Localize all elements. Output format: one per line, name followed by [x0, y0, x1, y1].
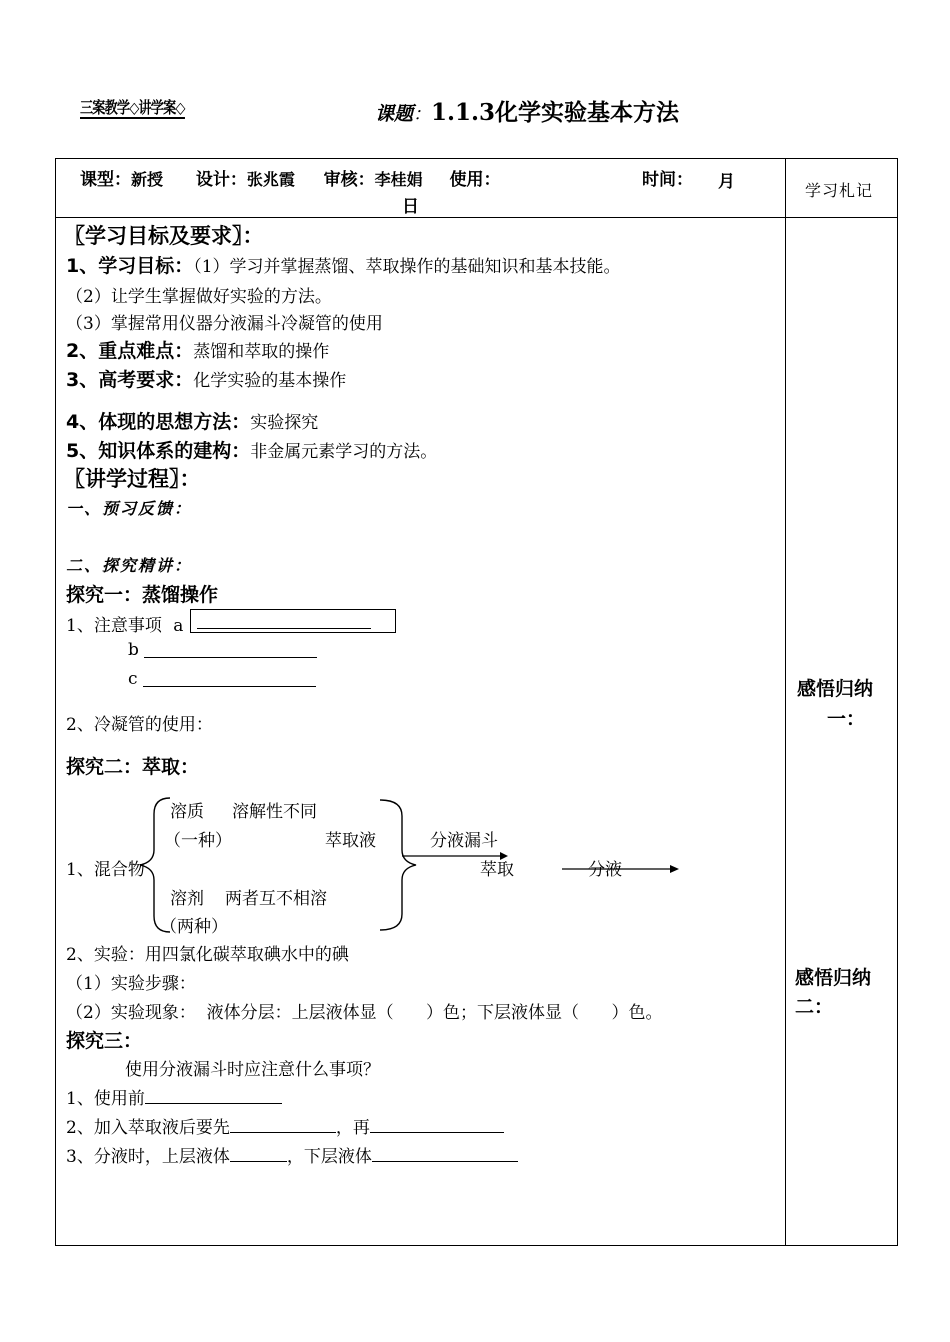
then-step-blank[interactable]: [370, 1116, 504, 1133]
goal-item-2: [66, 336, 329, 363]
review-label: 审核：: [323, 170, 375, 190]
goal-1-sub-2: （2）让学生掌握做好实验的方法。: [66, 287, 332, 307]
then-label: ，再: [335, 1118, 370, 1138]
immiscible-label: 两者互不相溶: [225, 889, 327, 909]
notes-label: 1、注意事项: [66, 616, 162, 636]
table-column-divider: [785, 158, 786, 1246]
blank-b-line[interactable]: [144, 657, 317, 658]
design-value: 张兆霞: [246, 170, 295, 189]
solvent-label: 溶剂: [170, 889, 204, 909]
summary-1-line-2: 一：: [827, 708, 866, 730]
lower-liquid-label: ，下层液体: [286, 1147, 372, 1167]
explore-1-title: 探究一：蒸馏操作: [66, 584, 219, 606]
experiment-line: 2、实验：用四氯化碳萃取碘水中的碘: [66, 945, 349, 965]
goal-5-label: 5、知识体系的建构：: [66, 440, 251, 462]
explore-3-item-2: [66, 1113, 504, 1138]
day-label: 日: [402, 197, 419, 217]
separate-label: 分液: [588, 860, 622, 880]
extract-label: 萃取: [480, 860, 514, 880]
explore-2-title: 探究二：萃取：: [66, 756, 200, 778]
goal-1-text: （1）学习并掌握蒸馏、萃取操作的基础知识和基本技能。: [193, 257, 621, 277]
solute-label: 溶质: [170, 802, 204, 822]
table-top-border: [55, 158, 898, 159]
extraction-arrows: [400, 845, 700, 885]
month-label: 月: [718, 172, 735, 192]
one-kind-label: （一种）: [164, 831, 232, 851]
goal-item-4: [66, 407, 318, 434]
explore-1-item-1: [66, 611, 183, 636]
preview-title: 一、预习反馈：: [66, 499, 193, 518]
goal-3-label: 3、高考要求：: [66, 369, 194, 391]
review-value: 李桂娟: [374, 170, 423, 189]
goal-2-text: 蒸馏和萃取的操作: [193, 342, 330, 362]
explore-3-question: 使用分液漏斗时应注意什么事项？: [125, 1060, 380, 1080]
separate-arrow-head: [670, 865, 679, 873]
solubility-diff-label: 溶解性不同: [232, 802, 317, 822]
design-label: 设计：: [195, 170, 247, 190]
table-right-border: [897, 158, 898, 1246]
time-label: 时间：: [642, 170, 693, 190]
title-prefix: 课题: [375, 103, 414, 125]
goal-3-text: 化学实验的基本操作: [193, 371, 347, 391]
experiment-steps: （1）实验步骤：: [66, 974, 196, 994]
extractant-label: 萃取液: [325, 831, 376, 851]
goals-heading: 〖学习目标及要求〗：: [64, 223, 264, 248]
logo: [80, 95, 185, 118]
explore-3-item-3: [66, 1142, 518, 1167]
goal-1-sub-3: （3）掌握常用仪器分液漏斗冷凝管的使用: [66, 314, 383, 334]
goal-item-1: [66, 251, 621, 278]
notes-column-title: 学习札记: [805, 181, 874, 200]
before-use-blank[interactable]: [145, 1087, 282, 1104]
first-step-blank[interactable]: [230, 1116, 336, 1133]
before-use-label: 1、使用前: [66, 1089, 145, 1109]
experiment-phenomenon: （2）实验现象： 液体分层：上层液体显（ ）色；下层液体显（ ）色。: [66, 1003, 663, 1023]
goal-2-label: 2、重点难点：: [66, 340, 194, 362]
summary-1-line-1: 感悟归纳: [797, 678, 874, 700]
logo-text: 三案教学◇讲学案◇: [80, 98, 185, 117]
two-kinds-label: （两种）: [160, 917, 228, 937]
table-left-border: [55, 158, 56, 1246]
goal-4-text: 实验探究: [250, 413, 319, 433]
goal-1-label: 1、学习目标：: [66, 255, 194, 277]
use-label: 使用：: [449, 170, 501, 190]
explore-3-title: 探究三：: [66, 1030, 143, 1052]
lower-liquid-blank[interactable]: [372, 1145, 518, 1162]
summary-2-line-1: 感悟归纳: [795, 967, 872, 989]
page-title: [375, 94, 679, 127]
blank-a-box[interactable]: [190, 609, 396, 633]
extract-arrow-head: [500, 852, 508, 860]
title-text: 1.1.3化学实验基本方法: [431, 99, 680, 126]
type-label: 课型：: [80, 170, 131, 190]
upper-liquid-blank[interactable]: [230, 1145, 287, 1162]
blank-c-line[interactable]: [143, 686, 316, 687]
explore-3-item-1: [66, 1084, 282, 1109]
blank-c-letter: c: [128, 669, 138, 689]
blank-a-line: [197, 628, 371, 629]
blank-b-letter: b: [128, 640, 139, 660]
table-header-divider: [55, 217, 898, 218]
condenser-usage: 2、冷凝管的使用：: [66, 715, 213, 735]
upper-liquid-label: 3、分液时，上层液体: [66, 1147, 230, 1167]
blank-a-letter: a: [173, 616, 184, 636]
type-value: 新授: [131, 170, 164, 189]
summary-2-line-2: 二：: [795, 996, 834, 1018]
goal-4-label: 4、体现的思想方法：: [66, 411, 251, 433]
goal-5-text: 非金属元素学习的方法。: [250, 442, 438, 462]
process-heading: 〖讲学过程〗：: [64, 466, 201, 491]
sep-funnel-label: 分液漏斗: [430, 831, 498, 851]
header-row: [80, 165, 500, 190]
after-add-label: 2、加入萃取液后要先: [66, 1118, 230, 1138]
goal-item-5: [66, 436, 437, 463]
explore-title: 二、探究精讲：: [66, 556, 193, 575]
mixture-label: 1、混合物: [66, 860, 145, 880]
table-bottom-border: [55, 1245, 898, 1246]
goal-item-3: [66, 365, 346, 392]
title-colon: ：: [413, 104, 432, 125]
